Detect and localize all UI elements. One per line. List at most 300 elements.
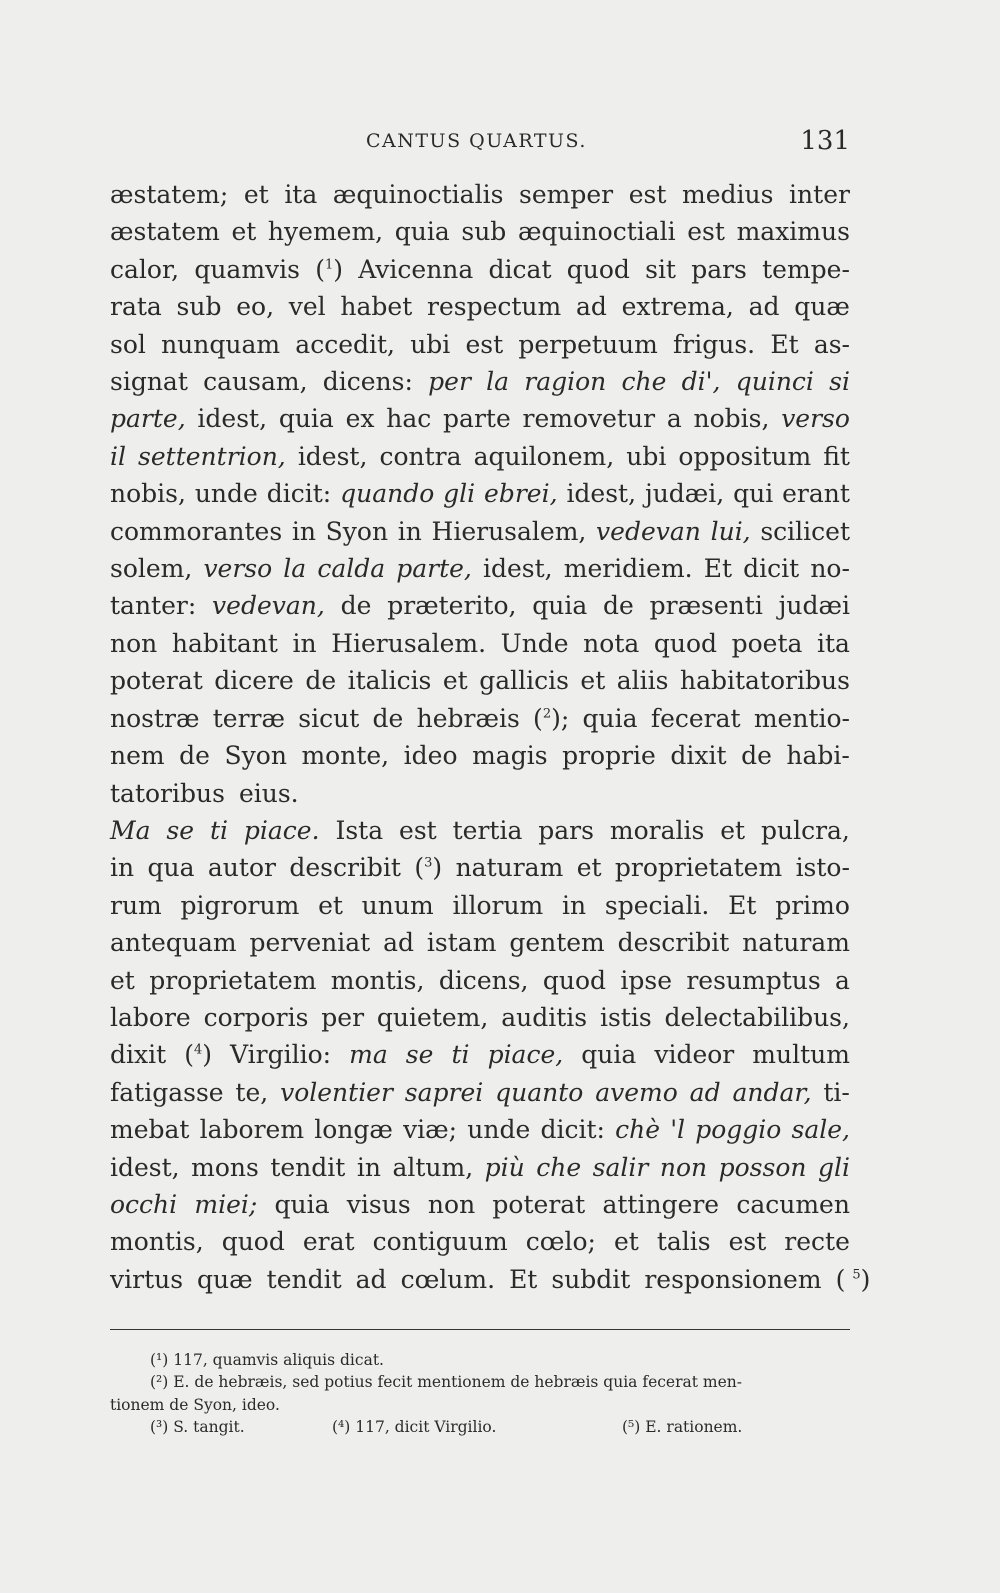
word bbox=[645, 475, 724, 512]
word-part: quod bbox=[653, 628, 718, 658]
word bbox=[823, 1074, 850, 1111]
word bbox=[110, 1074, 224, 1111]
word bbox=[383, 924, 414, 961]
text-line bbox=[110, 625, 850, 662]
word-part: ita bbox=[284, 180, 318, 209]
word bbox=[398, 513, 422, 550]
word bbox=[235, 1074, 268, 1111]
word bbox=[660, 1149, 707, 1186]
word-part: in bbox=[397, 516, 422, 546]
word bbox=[267, 1261, 349, 1298]
word-part: et bbox=[231, 217, 257, 247]
word-part: vel bbox=[288, 292, 326, 322]
word bbox=[673, 326, 755, 363]
word-part: virtus bbox=[110, 1264, 184, 1294]
word-part: poterat bbox=[110, 666, 203, 696]
word bbox=[110, 962, 135, 999]
word bbox=[110, 513, 282, 550]
word-part: autor bbox=[207, 853, 276, 883]
word-part: ipse bbox=[620, 965, 672, 995]
footnote-marker: 4 bbox=[193, 1042, 203, 1058]
word-part: volentier bbox=[280, 1077, 393, 1107]
word bbox=[331, 625, 486, 662]
word bbox=[532, 587, 587, 624]
word-part: de bbox=[741, 741, 772, 771]
word-part: speciali. bbox=[604, 890, 710, 920]
footnote-marker: 3 bbox=[424, 855, 433, 871]
word bbox=[456, 849, 564, 886]
word-part: ad bbox=[689, 1077, 721, 1107]
word bbox=[110, 1149, 180, 1186]
word bbox=[357, 1149, 381, 1186]
word bbox=[293, 625, 317, 662]
word-part: quanto bbox=[495, 1077, 584, 1107]
word-part: non bbox=[659, 1152, 708, 1182]
word-part: vedevan, bbox=[212, 591, 325, 621]
word-part: quia bbox=[278, 404, 334, 434]
word-part: et bbox=[613, 1227, 639, 1257]
word-part: eo, bbox=[236, 292, 275, 322]
word bbox=[348, 662, 432, 699]
word bbox=[110, 1111, 189, 1148]
text-line bbox=[110, 775, 850, 812]
word-part: ubi bbox=[410, 329, 451, 359]
word bbox=[737, 213, 850, 250]
word bbox=[358, 251, 473, 288]
word-part: ) bbox=[432, 853, 443, 883]
word-part: aliis bbox=[616, 666, 669, 696]
word-part: recte bbox=[784, 1227, 850, 1257]
word-part: naturam bbox=[455, 853, 564, 883]
word-part: est bbox=[628, 180, 667, 209]
word-part: resumptus bbox=[686, 965, 821, 995]
word-part: idest, bbox=[483, 554, 553, 584]
word bbox=[289, 288, 326, 325]
word-part: Avicenna bbox=[358, 254, 474, 284]
word bbox=[620, 962, 672, 999]
word bbox=[427, 288, 561, 325]
word bbox=[741, 737, 772, 774]
word-part: cœlum. bbox=[400, 1264, 496, 1294]
word-part: proprietatem bbox=[149, 965, 317, 995]
word bbox=[835, 962, 850, 999]
word bbox=[792, 1111, 850, 1148]
word bbox=[349, 1036, 388, 1073]
word-part: gli bbox=[443, 479, 476, 509]
word bbox=[743, 550, 799, 587]
word-part: sub bbox=[461, 217, 507, 247]
word-part: Et bbox=[509, 1264, 538, 1294]
word-part: visus bbox=[346, 1189, 411, 1219]
word bbox=[399, 812, 437, 849]
word bbox=[110, 251, 179, 288]
word bbox=[501, 999, 587, 1036]
word bbox=[682, 363, 721, 400]
word-part: habitatoribus bbox=[679, 666, 850, 696]
word-part: pars bbox=[691, 254, 747, 284]
word bbox=[166, 812, 194, 849]
word bbox=[386, 400, 431, 437]
word-part: solem, bbox=[110, 554, 193, 584]
word-part: la bbox=[283, 554, 307, 584]
word-part: de bbox=[340, 591, 372, 621]
word bbox=[110, 775, 232, 812]
word-part: æquinoctialis bbox=[332, 180, 504, 209]
word bbox=[509, 924, 604, 961]
word-part: nem bbox=[110, 741, 165, 771]
word-part: Ista bbox=[335, 815, 384, 845]
word bbox=[794, 288, 850, 325]
word-part: delectabilibus, bbox=[664, 1002, 850, 1032]
word bbox=[536, 1149, 581, 1186]
word-part: proprie bbox=[562, 741, 656, 771]
word-part: parte, bbox=[110, 404, 186, 434]
word bbox=[298, 438, 368, 475]
word-part: mebat bbox=[110, 1115, 190, 1145]
word-part: est bbox=[399, 815, 437, 845]
text-line bbox=[110, 288, 850, 325]
word bbox=[194, 1186, 257, 1223]
word-part: dicit: bbox=[540, 1115, 605, 1145]
word-part: terræ bbox=[212, 703, 285, 733]
word-part: commorantes bbox=[110, 516, 283, 546]
word bbox=[614, 1223, 639, 1260]
word-part: no- bbox=[810, 554, 850, 584]
word bbox=[333, 176, 504, 213]
footnote-4: (⁴) 117, dicit Virgilio. bbox=[332, 1418, 497, 1437]
word bbox=[110, 924, 237, 961]
text-line bbox=[110, 812, 850, 849]
text-line bbox=[110, 213, 850, 250]
word bbox=[551, 1261, 637, 1298]
word-part: poggio bbox=[695, 1115, 782, 1145]
word bbox=[719, 1149, 807, 1186]
word bbox=[395, 213, 450, 250]
word-part: occhi bbox=[110, 1189, 178, 1219]
word bbox=[379, 438, 461, 475]
word-part: præsenti bbox=[649, 591, 763, 621]
word bbox=[230, 1036, 331, 1073]
word bbox=[210, 812, 228, 849]
word-part: 'l bbox=[670, 1115, 686, 1145]
word-part: pulcra, bbox=[760, 815, 850, 845]
word-part: accedit, bbox=[295, 329, 395, 359]
word bbox=[523, 400, 656, 437]
footnote-2-continued: tionem de Syon, ideo. bbox=[110, 1395, 280, 1414]
word-part: ragion bbox=[524, 367, 607, 397]
word bbox=[148, 849, 195, 886]
word bbox=[567, 251, 630, 288]
word-part: tertia bbox=[452, 815, 523, 845]
word-part: Et bbox=[703, 554, 733, 584]
word bbox=[577, 849, 602, 886]
word-part: æstatem; bbox=[110, 180, 229, 209]
word-part: istam bbox=[426, 928, 497, 958]
word bbox=[691, 251, 747, 288]
word bbox=[670, 1111, 685, 1148]
word-part: naturam bbox=[742, 928, 850, 958]
word bbox=[622, 288, 734, 325]
word bbox=[110, 700, 199, 737]
word-part: di', bbox=[681, 367, 721, 397]
word-part: hebræis bbox=[416, 703, 520, 733]
word bbox=[665, 999, 850, 1036]
word bbox=[410, 326, 450, 363]
word bbox=[225, 737, 287, 774]
word bbox=[356, 1261, 394, 1298]
word-part: gentem bbox=[509, 928, 605, 958]
word bbox=[428, 363, 471, 400]
text-line bbox=[110, 1074, 850, 1111]
word bbox=[289, 849, 401, 886]
word bbox=[749, 288, 780, 325]
word-part: unde bbox=[194, 479, 258, 509]
word-part: quinci bbox=[735, 367, 814, 397]
word-part: in bbox=[562, 890, 587, 920]
word bbox=[754, 700, 850, 737]
word-part: contra bbox=[379, 441, 462, 471]
word-part: quia bbox=[274, 1189, 330, 1219]
word-part: saprei bbox=[404, 1077, 484, 1107]
page-header bbox=[110, 126, 850, 166]
word-part: semper bbox=[519, 180, 614, 209]
word bbox=[200, 1111, 304, 1148]
word bbox=[340, 475, 434, 512]
word-part: monte, bbox=[301, 741, 390, 771]
word bbox=[305, 662, 336, 699]
word-part: quia bbox=[394, 217, 450, 247]
word bbox=[341, 587, 372, 624]
word bbox=[760, 513, 850, 550]
word bbox=[472, 737, 547, 774]
word-part: non bbox=[427, 1189, 476, 1219]
word bbox=[817, 625, 850, 662]
word bbox=[610, 812, 704, 849]
word-part: moralis bbox=[609, 815, 705, 845]
word-part: labore bbox=[110, 1002, 191, 1032]
word-part: sit bbox=[645, 254, 676, 284]
word-part: quamvis bbox=[194, 254, 300, 284]
word bbox=[732, 1074, 811, 1111]
word bbox=[197, 1261, 260, 1298]
word-part: meridiem. bbox=[563, 554, 693, 584]
word bbox=[295, 326, 395, 363]
word-part: la bbox=[486, 367, 510, 397]
word-part: sicut bbox=[298, 703, 360, 733]
word bbox=[519, 176, 613, 213]
text-line bbox=[110, 251, 850, 288]
word-part: gli bbox=[817, 1152, 850, 1182]
word-part: tatoribus bbox=[110, 778, 225, 808]
word-part: nota bbox=[583, 628, 640, 658]
word bbox=[432, 513, 587, 550]
word bbox=[670, 737, 726, 774]
word-part: ) bbox=[860, 1264, 871, 1294]
word bbox=[110, 587, 196, 624]
word bbox=[267, 475, 331, 512]
word bbox=[518, 326, 658, 363]
word-part: ti bbox=[451, 1040, 470, 1070]
word-part: causam, bbox=[203, 367, 308, 397]
word-part: dixit bbox=[110, 1040, 167, 1070]
word bbox=[784, 1223, 850, 1260]
footnote-2: (²) E. de hebræis, sed potius fecit mentionem de hebræis quia fecerat men- bbox=[150, 1373, 742, 1392]
word bbox=[451, 1036, 469, 1073]
word bbox=[301, 737, 389, 774]
word bbox=[562, 887, 586, 924]
word bbox=[346, 400, 375, 437]
word-part: inter bbox=[789, 180, 850, 209]
word-part: habi- bbox=[786, 741, 850, 771]
word bbox=[605, 887, 709, 924]
word-part: removetur bbox=[522, 404, 656, 434]
word-part: poeta bbox=[731, 628, 803, 658]
word bbox=[417, 700, 520, 737]
word bbox=[443, 400, 511, 437]
word bbox=[179, 737, 210, 774]
word bbox=[603, 587, 634, 624]
word bbox=[239, 775, 306, 812]
word bbox=[687, 213, 725, 250]
word bbox=[195, 475, 258, 512]
text-line bbox=[110, 513, 850, 550]
word bbox=[543, 962, 606, 999]
page-number: 131 bbox=[800, 126, 850, 156]
word bbox=[752, 1036, 850, 1073]
word bbox=[518, 213, 676, 250]
word-part: gallicis bbox=[479, 666, 569, 696]
text-line bbox=[110, 849, 850, 886]
word-part: miei; bbox=[194, 1189, 258, 1219]
word-part: perpetuum bbox=[518, 329, 658, 359]
word-part: sale, bbox=[791, 1115, 850, 1145]
word-part: calor, bbox=[110, 254, 180, 284]
footnote-row-3-5 bbox=[110, 1416, 850, 1438]
word-part: quia bbox=[532, 591, 588, 621]
word bbox=[483, 550, 553, 587]
word-part: ad bbox=[748, 292, 780, 322]
word-part: corporis bbox=[203, 1002, 309, 1032]
word-part: ( bbox=[533, 703, 543, 733]
word-part: est bbox=[687, 217, 725, 247]
word bbox=[213, 700, 285, 737]
word bbox=[428, 1186, 475, 1223]
word bbox=[644, 1261, 828, 1298]
word bbox=[110, 849, 134, 886]
word-part: erant bbox=[782, 479, 850, 509]
word bbox=[331, 962, 425, 999]
word-part: ideo bbox=[403, 741, 458, 771]
word-part: ex bbox=[345, 404, 375, 434]
word bbox=[387, 587, 516, 624]
word bbox=[566, 475, 636, 512]
word bbox=[626, 438, 666, 475]
word-part: dicens, bbox=[438, 965, 529, 995]
word-part: tanter: bbox=[110, 591, 197, 621]
word bbox=[443, 475, 475, 512]
word-part: pigrorum bbox=[180, 890, 300, 920]
word-part: idest, bbox=[197, 404, 268, 434]
word-part: Hierusalem, bbox=[431, 516, 587, 546]
word bbox=[796, 849, 850, 886]
word-part: subdit bbox=[551, 1264, 631, 1294]
word bbox=[486, 363, 509, 400]
word-part: unum bbox=[361, 890, 434, 920]
word-part: ); bbox=[551, 703, 570, 733]
word bbox=[249, 924, 370, 961]
word-part: ( bbox=[184, 1040, 194, 1070]
word bbox=[693, 400, 769, 437]
text-line bbox=[110, 475, 850, 512]
word-part: isto- bbox=[795, 853, 850, 883]
word-part: ( bbox=[835, 1264, 846, 1294]
text-line bbox=[110, 587, 850, 624]
word-part: in bbox=[292, 628, 317, 658]
word-part: et bbox=[318, 890, 343, 920]
word bbox=[465, 326, 503, 363]
word bbox=[775, 887, 850, 924]
text-line bbox=[110, 1036, 850, 1073]
word bbox=[110, 887, 162, 924]
word bbox=[501, 625, 569, 662]
word bbox=[314, 1111, 393, 1148]
word bbox=[461, 213, 506, 250]
word-part: ma bbox=[349, 1040, 388, 1070]
word bbox=[268, 213, 383, 250]
word-part: et bbox=[243, 180, 269, 209]
word bbox=[110, 176, 228, 213]
word bbox=[583, 700, 638, 737]
word-part: signat bbox=[110, 367, 188, 397]
word-part: ) bbox=[333, 254, 344, 284]
word-part: ti- bbox=[823, 1077, 850, 1107]
word bbox=[581, 1036, 636, 1073]
word bbox=[401, 1261, 502, 1298]
word-part: si bbox=[829, 367, 850, 397]
word bbox=[617, 662, 669, 699]
word bbox=[204, 999, 309, 1036]
word-part: viæ; bbox=[403, 1115, 458, 1145]
word bbox=[770, 326, 798, 363]
word-part: quæ bbox=[197, 1264, 253, 1294]
word-part: vedevan bbox=[596, 516, 701, 546]
word bbox=[645, 251, 676, 288]
word-part: hac bbox=[386, 404, 432, 434]
word-part: quod bbox=[566, 254, 630, 284]
word-part: unde bbox=[467, 1115, 531, 1145]
word bbox=[110, 1186, 177, 1223]
word-part: quietem, bbox=[376, 1002, 489, 1032]
word bbox=[292, 513, 316, 550]
word bbox=[602, 1186, 719, 1223]
word bbox=[474, 438, 615, 475]
word-part: medius bbox=[682, 180, 774, 209]
word bbox=[362, 887, 434, 924]
word-part: maximus bbox=[736, 217, 850, 247]
word-part: videor bbox=[654, 1040, 735, 1070]
word-part: quæ bbox=[794, 292, 850, 322]
text-line bbox=[110, 700, 850, 737]
word bbox=[244, 812, 320, 849]
word-part: settentrion, bbox=[138, 441, 286, 471]
word bbox=[580, 662, 605, 699]
word bbox=[509, 1261, 544, 1298]
word-part: piace. bbox=[243, 815, 320, 845]
word bbox=[194, 251, 300, 288]
word-part: Hierusalem. bbox=[331, 628, 487, 658]
word bbox=[583, 625, 639, 662]
word bbox=[485, 1149, 525, 1186]
